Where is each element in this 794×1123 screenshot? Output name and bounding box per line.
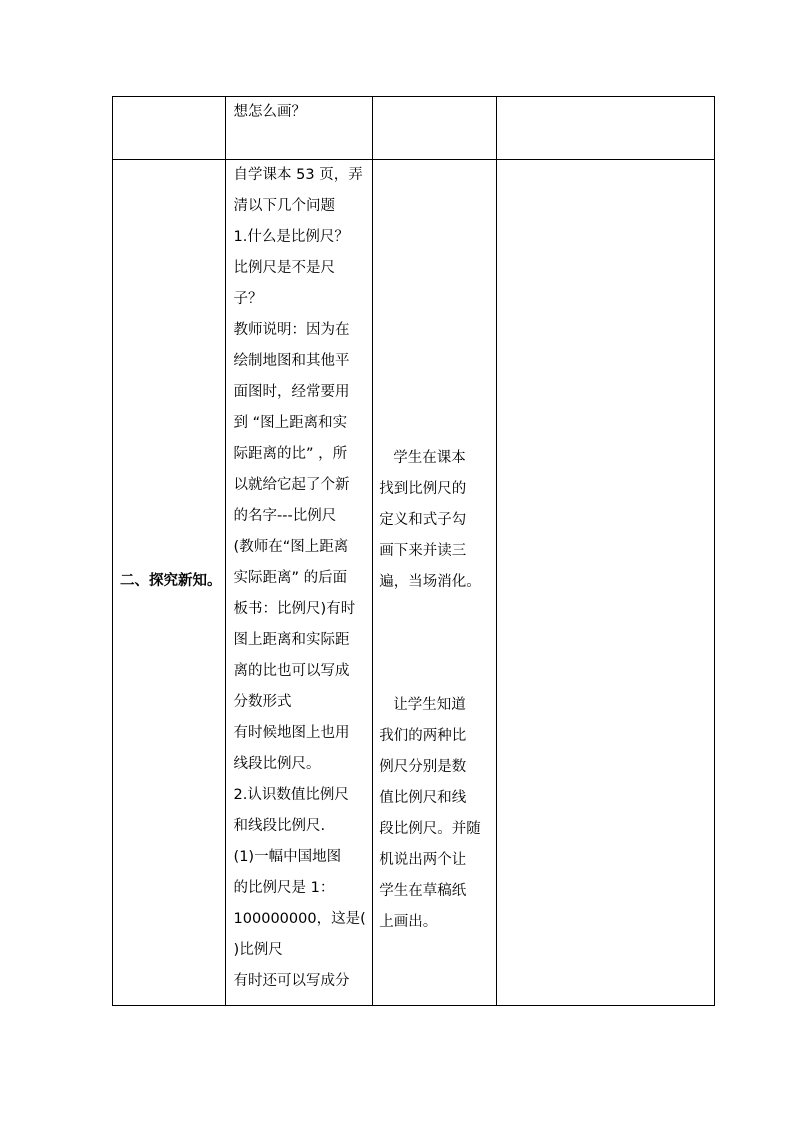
notes-cell (496, 160, 714, 1006)
content-line: 以就给它起了个新 (233, 477, 350, 493)
content-line: 清以下几个问题 (233, 198, 336, 214)
content-line: 1.什么是比例尺？ (233, 229, 349, 245)
activity-line: 机说出两个让 (379, 852, 467, 868)
stage-title: 二、探究新知。 (120, 573, 222, 589)
content-line: 的名字---比例尺 (233, 508, 337, 524)
content-line: 线段比例尺。 (233, 756, 321, 772)
student-activity-cell (373, 97, 497, 160)
activity-line: 找到比例尺的 (379, 481, 467, 497)
lesson-plan-table (112, 96, 715, 1006)
table-row (113, 97, 715, 160)
activity-line: 段比例尺。并随 (379, 821, 481, 837)
content-cell (225, 160, 373, 1006)
content-line: 的比例尺是 1： (233, 880, 335, 896)
content-line: 自学课本 53 页，弄 (233, 167, 363, 183)
content-cell (225, 97, 373, 160)
content-line: (1)一幅中国地图 (233, 849, 342, 865)
activity-line: 我们的两种比 (379, 728, 467, 744)
content-line: )比例尺 (233, 942, 283, 958)
student-activity-block-2 (379, 690, 492, 938)
table-row (113, 160, 715, 1006)
content-line: 有时还可以写成分 (233, 973, 350, 989)
content-line: 想怎么画？ (233, 104, 307, 120)
notes-cell (496, 97, 714, 160)
content-line: 100000000，这是( (233, 911, 366, 927)
content-line: 到 “图上距离和实 (233, 415, 348, 431)
content-line: 有时候地图上也用 (233, 725, 350, 741)
activity-line: 例尺分别是数 (379, 759, 467, 775)
stage-cell (113, 160, 226, 1006)
content-line: 际距离的比” ，所 (233, 446, 348, 462)
student-activity-block-1 (379, 443, 492, 598)
activity-line: 上画出。 (379, 914, 438, 930)
activity-line: 定义和式子勾 (379, 512, 467, 528)
activity-line: 学生在草稿纸 (379, 883, 467, 899)
content-line: 绘制地图和其他平 (233, 353, 350, 369)
activity-line: 遍，当场消化。 (379, 574, 481, 590)
activity-line: 画下来并读三 (379, 543, 467, 559)
stage-cell-empty (113, 97, 226, 160)
content-line: 图上距离和实际距 (233, 632, 350, 648)
content-line: 板书：比例尺)有时 (233, 601, 356, 617)
content-line: 和线段比例尺. (233, 818, 326, 834)
content-line: 分数形式 (233, 694, 292, 710)
content-line: (教师在“图上距离 (233, 539, 349, 555)
activity-line: 值比例尺和线 (379, 790, 467, 806)
content-line: 离的比也可以写成 (233, 663, 350, 679)
activity-line: 让学生知道 (393, 697, 466, 713)
content-line: 比例尺是不是尺 (233, 260, 336, 276)
content-line: 教师说明：因为在 (233, 322, 350, 338)
content-line: 面图时，经常要用 (233, 384, 350, 400)
content-line: 实际距离” 的后面 (233, 570, 348, 586)
activity-line: 学生在课本 (393, 450, 466, 466)
content-text (226, 160, 373, 997)
content-line: 2.认识数值比例尺 (233, 787, 349, 803)
student-activity-cell (373, 160, 497, 1006)
content-line: 子？ (233, 291, 263, 307)
